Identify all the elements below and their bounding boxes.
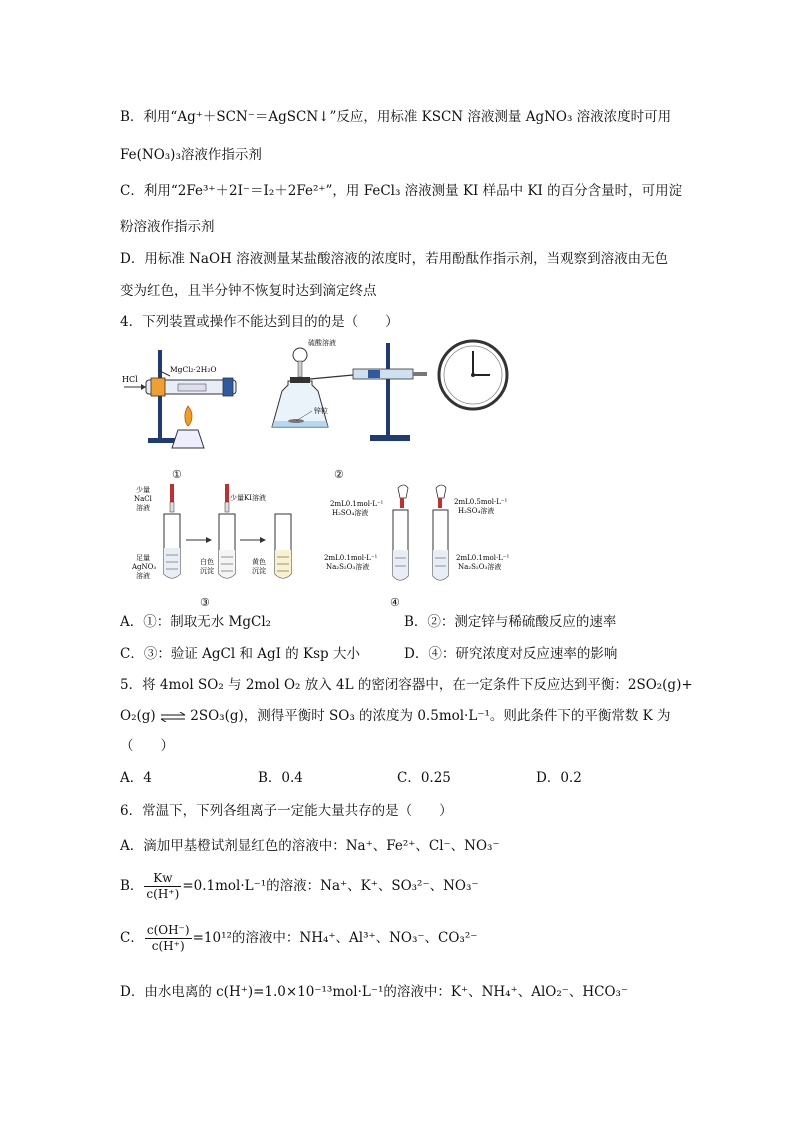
h-denominator: c(H⁺)	[151, 939, 185, 953]
q6-option-b-text: =0.1mol·L⁻¹的溶液：Na⁺、K⁺、SO₃²⁻、NO₃⁻	[182, 878, 479, 894]
q3-option-b-line2: Fe(NO₃)₃溶液作指示剂	[120, 147, 262, 163]
white-ppt-label-2: 沉淀	[200, 567, 214, 575]
q6-option-b-prefix: B．	[120, 878, 144, 894]
agno3-label-3: 溶液	[136, 572, 150, 580]
mgcl2-label: MgCl₂·2H₂O	[170, 365, 217, 374]
figure-2-number: ②	[334, 468, 344, 481]
q3-option-d-line1: D．用标准 NaOH 溶液测量某盐酸溶液的浓度时，若用酚酞作指示剂，当观察到溶液由无色	[120, 251, 669, 267]
q4-option-d: D．④：研究浓度对反应速率的影响	[404, 646, 618, 662]
h2so4-a-label-2: H₂SO₄溶液	[332, 509, 369, 517]
kw-fraction	[144, 871, 181, 902]
figure-2-apparatus	[268, 335, 518, 445]
q5-stem-line3: （ ）	[120, 738, 174, 754]
equilibrium-arrow-icon	[160, 712, 186, 722]
q3-option-b-line1: B．利用“Ag⁺＋SCN⁻＝AgSCN↓”反应，用标准 KSCN 溶液测量 AgNO₃ 溶液浓度时可用	[120, 109, 672, 125]
kw-numerator: Kw	[144, 871, 181, 887]
q5-option-a: A．4	[120, 770, 152, 786]
figure-4-number: ④	[390, 596, 400, 609]
q3-option-c-line1: C．利用“2Fe³⁺＋2I⁻＝I₂＋2Fe²⁺”，用 FeCl₃ 溶液测量 KI 样品中 KI 的百分含量时，可用淀	[120, 183, 683, 199]
nacl-label-1: 少量	[136, 486, 150, 494]
q5-option-b: B．0.4	[258, 770, 303, 786]
figure-4-apparatus	[320, 480, 530, 595]
q4-option-c: C．③：验证 AgCl 和 AgI 的 Ksp 大小	[120, 646, 360, 662]
na2s2o3-b-label-1: 2mL0.1mol·L⁻¹	[456, 554, 510, 562]
q4-stem: 4．下列装置或操作不能达到目的的是（ ）	[120, 314, 399, 330]
na2s2o3-b-label-2: Na₂S₂O₃溶液	[458, 563, 502, 571]
q5-stem-o2: O₂(g)	[120, 708, 156, 724]
yellow-ppt-label-1: 黄色	[252, 558, 266, 566]
oh-numerator: c(OH⁻)	[146, 923, 190, 937]
q6-option-c	[120, 920, 477, 956]
na2s2o3-a-label-2: Na₂S₂O₃溶液	[326, 563, 370, 571]
ki-label: 少量KI溶液	[230, 494, 266, 502]
figure-3-number: ③	[200, 596, 210, 609]
nacl-label-2: NaCl	[134, 495, 152, 503]
figure-1-number: ①	[172, 468, 182, 481]
q6-option-c-text: =10¹²的溶液中：NH₄⁺、Al³⁺、NO₃⁻、CO₃²⁻	[192, 930, 478, 946]
white-ppt-label-1: 白色	[200, 558, 214, 566]
agno3-label-2: AgNO₃	[132, 563, 157, 571]
h2so4-b-label-2: H₂SO₄溶液	[458, 507, 495, 515]
acid-label: 硫酸溶液	[308, 339, 336, 347]
q5-stem-line1: 5．将 4mol SO₂ 与 2mol O₂ 放入 4L 的密闭容器中，在一定条件下反应达到平衡：2SO₂(g)+	[120, 677, 693, 693]
q5-stem-so3: 2SO₃(g)，测得平衡时 SO₃ 的浓度为 0.5mol·L⁻¹。则此条件下的平衡常数 K 为	[190, 708, 671, 724]
yellow-ppt-label-2: 沉淀	[252, 567, 266, 575]
h2so4-a-label-1: 2mL0.1mol·L⁻¹	[330, 500, 384, 508]
kw-denominator: c(H⁺)	[146, 887, 180, 901]
q6-stem: 6．常温下，下列各组离子一定能大量共存的是（ ）	[120, 803, 453, 819]
q6-option-d: D．由水电离的 c(H⁺)=1.0×10⁻¹³mol·L⁻¹的溶液中：K⁺、NH₄⁺、AlO₂⁻、HCO₃⁻	[120, 984, 629, 1000]
q4-option-a: A．①：制取无水 MgCl₂	[120, 614, 272, 630]
hcl-label: HCl	[122, 375, 138, 384]
zinc-label: 锌粒	[314, 407, 328, 415]
agno3-label-1: 足量	[136, 554, 150, 562]
q5-option-d: D．0.2	[536, 770, 582, 786]
q6-option-b	[120, 868, 479, 904]
figure-1-apparatus	[118, 340, 248, 470]
figure-3-apparatus	[130, 480, 305, 600]
q3-option-d-line2: 变为红色，且半分钟不恢复时达到滴定终点	[120, 283, 377, 299]
q6-option-c-prefix: C．	[120, 930, 144, 946]
q5-stem-line2	[120, 707, 671, 725]
q6-option-a: A．滴加甲基橙试剂显红色的溶液中：Na⁺、Fe²⁺、Cl⁻、NO₃⁻	[120, 838, 500, 854]
oh-h-fraction	[145, 923, 192, 954]
na2s2o3-a-label-1: 2mL0.1mol·L⁻¹	[324, 554, 378, 562]
h2so4-b-label-1: 2mL0.5mol·L⁻¹	[454, 498, 508, 506]
q4-option-b: B．②：测定锌与稀硫酸反应的速率	[404, 614, 617, 630]
q5-option-c: C．0.25	[397, 770, 451, 786]
q3-option-c-line2: 粉溶液作指示剂	[120, 219, 215, 235]
nacl-label-3: 溶液	[136, 504, 150, 512]
